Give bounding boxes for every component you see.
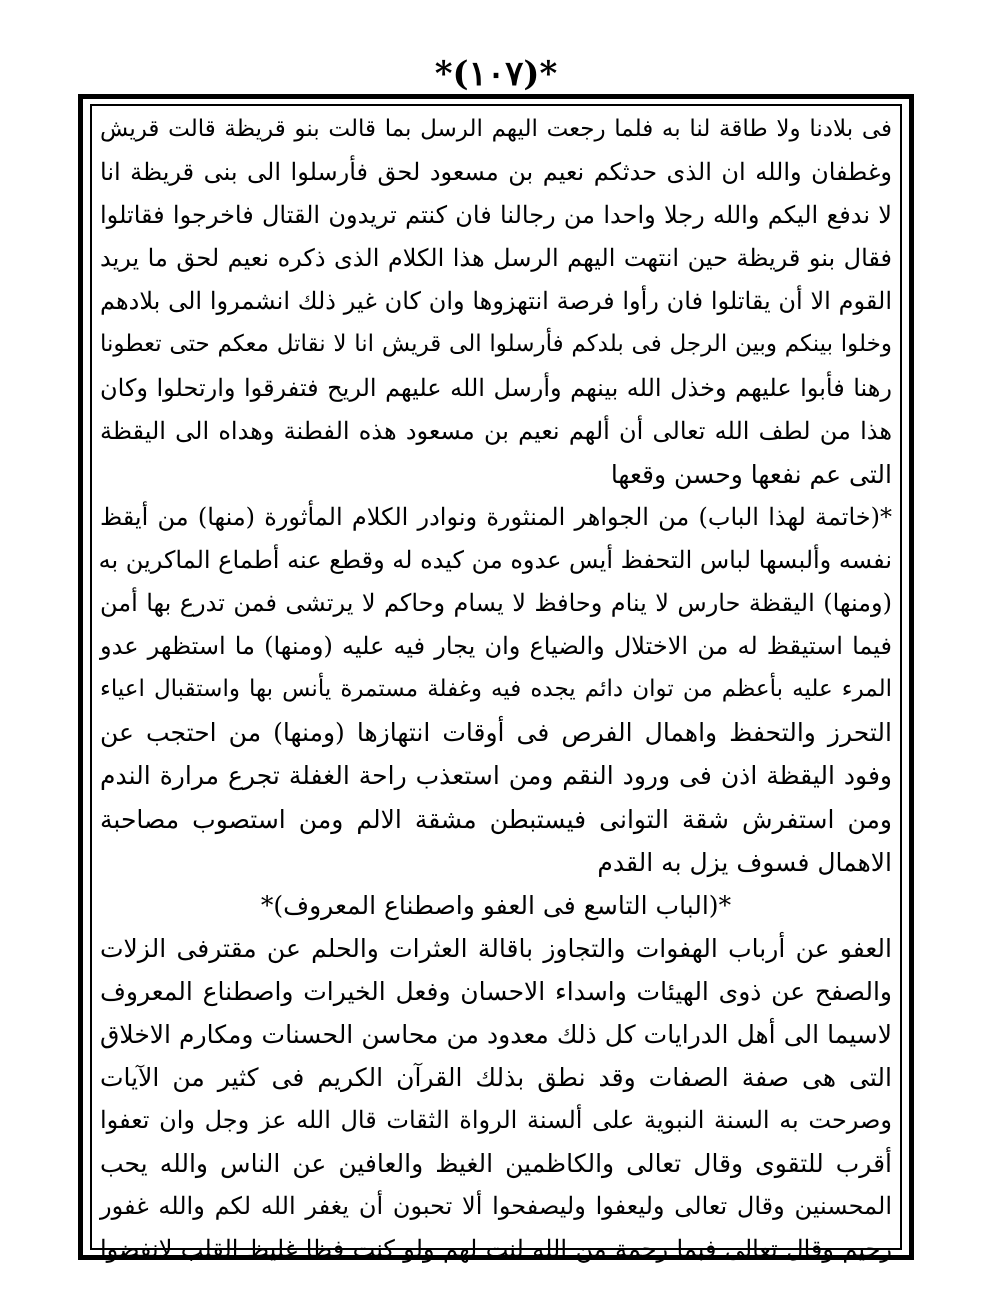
- text-line: ومن استفرش شقة التوانى فيستبطن مشقة الالم ومن استصوب مصاحبة: [100, 804, 892, 834]
- text-line: المحسنين وقال تعالى وليعفوا وليصفحوا ألا تحبون أن يغفر الله لكم والله غفور: [100, 1192, 892, 1221]
- text-line: رحيم وقال تعالى فبما رحمة من الله لنت لهم ولو كنت فظا غليظ القلب لانفضوا: [100, 1235, 892, 1264]
- section-heading-line: *(خاتمة لهذا الباب) من الجواهر المنثورة ونوادر الكلام المأثورة (منها) من أيقظ: [100, 502, 892, 531]
- text-line: الاهمال فسوف يزل به القدم: [597, 847, 892, 877]
- text-line: والصفح عن ذوى الهيئات واسداء الاحسان وفعل الخيرات واصطناع المعروف: [100, 976, 892, 1006]
- text-line: التى عم نفعها وحسن وقعها: [610, 459, 892, 489]
- text-line: القوم الا أن يقاتلوا فان رأوا فرصة انتهزوها وان كان غير ذلك انشمروا الى بلادهم: [100, 287, 893, 316]
- text-line: وخلوا بينكم وبين الرجل فى بلدكم فأرسلوا الى قريش انا لا نقاتل معكم حتى تعطونا: [100, 331, 892, 358]
- text-line: فى بلادنا ولا طاقة لنا به فلما رجعت اليهم الرسل بما قالت بنو قريظة قالت قريش: [100, 116, 892, 142]
- text-line: فقال بنو قريظة حين انتهت اليهم الرسل هذا الكلام الذى ذكره نعيم لحق ما يريد: [100, 244, 892, 273]
- text-line: فيما استيقظ له من الاختلال والضياع وان يجار فيه عليه (ومنها) ما استظهر عدو: [100, 632, 892, 661]
- text-line: العفو عن أرباب الهفوات والتجاوز باقالة العثرات والحلم عن مقترفى الزلات: [100, 933, 892, 963]
- text-line: نفسه وألبسها لباس التحفظ أيس عدوه من كيده له وقطع عنه أطماع الماكرين به: [98, 545, 892, 574]
- text-line: وغطفان والله ان الذى حدثكم نعيم بن مسعود لحق فأرسلوا الى بنى قريظة انا: [100, 158, 892, 187]
- text-line: لا ندفع اليكم والله رجلا واحدا من رجالنا فان كنتم تريدون القتال فاخرجوا فقاتلوا: [100, 201, 892, 230]
- text-line: (ومنها) اليقظة حارس لا ينام وحافظ لا يسام وحاكم لا يرتشى فمن تدرع بها أمن: [100, 589, 892, 618]
- chapter-heading: *(الباب التاسع فى العفو واصطناع المعروف)*: [260, 890, 732, 920]
- text-line: وصرحت به السنة النبوية على ألسنة الرواة الثقات قال الله عز وجل وان تعفوا: [100, 1106, 892, 1135]
- text-line: هذا من لطف الله تعالى أن ألهم نعيم بن مسعود هذه الفطنة وهداه الى اليقظة: [100, 416, 892, 445]
- text-line: التى هى صفة الصفات وقد نطق بذلك القرآن الكريم فى كثير من الآيات: [100, 1063, 892, 1093]
- text-line: المرء عليه بأعظم من توان دائم يجده فيه وغفلة مستمرة يأنس بها واستقبال اعياء: [100, 676, 892, 703]
- text-line: رهنا فأبوا عليهم وخذل الله بينهم وأرسل الله عليهم الريح فتفرقوا وارتحلوا وكان: [100, 373, 892, 402]
- page-number: *(١٠٧)*: [434, 54, 558, 94]
- text-line: لاسيما الى أهل الدرايات كل ذلك معدود من محاسن الحسنات ومكارم الاخلاق: [100, 1019, 892, 1049]
- text-line: أقرب للتقوى وقال تعالى والكاظمين الغيظ والعافين عن الناس والله يحب: [100, 1149, 892, 1179]
- text-line: وفود اليقظة اذن فى ورود النقم ومن استعذب راحة الغفلة تجرع مرارة الندم: [100, 761, 892, 791]
- text-body: [98, 108, 893, 1264]
- text-line: التحرز والتحفظ واهمال الفرص فى أوقات انتهازها (ومنها) من احتجب عن: [100, 718, 892, 748]
